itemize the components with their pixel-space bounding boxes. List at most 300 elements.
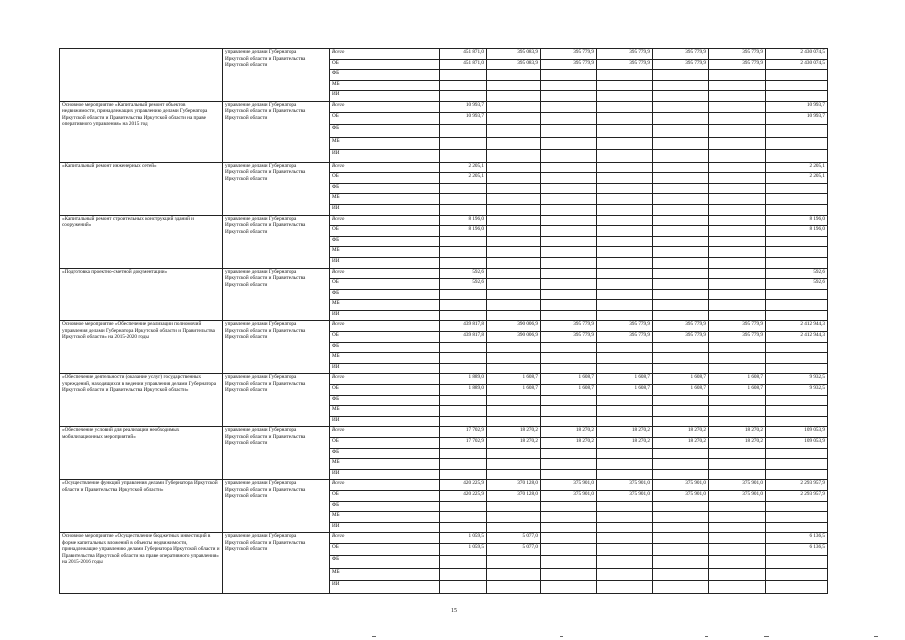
amount-cell (709, 501, 766, 512)
amount-cell: 1 059,5 (440, 543, 487, 556)
amount-cell (597, 300, 653, 311)
amount-cell (541, 268, 597, 279)
amount-cell: 1 608,7 (541, 374, 597, 385)
amount-cell: 439 817,8 (440, 332, 487, 343)
source-cell: МБ (330, 247, 440, 258)
amount-cell (766, 125, 828, 138)
amount-cell (487, 150, 541, 163)
measure-name-cell: «Обеспечение условий для реализации необходимых мобилизационных мероприятий» (60, 427, 223, 480)
amount-cell (709, 125, 766, 138)
amount-cell (709, 533, 766, 544)
executor-line: Иркутской области (225, 62, 268, 68)
amount-cell (440, 236, 487, 247)
amount-cell (487, 342, 541, 353)
amount-cell (597, 522, 653, 533)
amount-cell: 1 608,7 (709, 374, 766, 385)
amount-cell: 8 196,0 (766, 215, 828, 226)
amount-cell (653, 204, 709, 215)
amount-cell (541, 469, 597, 480)
amount-cell (709, 257, 766, 268)
amount-cell (487, 568, 541, 581)
amount-cell (653, 80, 709, 91)
amount-cell (487, 101, 541, 112)
amount-cell (597, 543, 653, 556)
measure-name-cell: Основное мероприятие «Капитальный ремонт объектов недвижимости, принадлежащих управлению делами Губернатора Иркутской области и Правительства Иркутской области на праве оперативного управления» на 2015 год (60, 101, 223, 162)
amount-cell (541, 543, 597, 556)
amount-cell: 395 779,9 (653, 49, 709, 60)
amount-cell (653, 522, 709, 533)
executor-line: Иркутской области и Правительства (225, 275, 306, 281)
amount-cell (597, 137, 653, 150)
amount-cell (653, 406, 709, 417)
source-cell: ОБ (330, 543, 440, 556)
source-cell: ФБ (330, 501, 440, 512)
amount-cell (766, 406, 828, 417)
amount-cell (709, 162, 766, 173)
amount-cell: 8 196,0 (440, 226, 487, 237)
amount-cell (653, 150, 709, 163)
amount-cell (541, 279, 597, 290)
amount-cell (766, 150, 828, 163)
amount-cell: 1 608,7 (597, 374, 653, 385)
amount-cell (487, 512, 541, 523)
table-row (60, 374, 828, 385)
amount-cell (766, 363, 828, 374)
amount-cell: 395 779,9 (653, 332, 709, 343)
executor-cell (223, 101, 330, 162)
source-cell: ОБ (330, 490, 440, 501)
amount-cell (487, 204, 541, 215)
amount-cell (487, 226, 541, 237)
amount-cell (541, 459, 597, 470)
measure-name-cell: «Обеспечение деятельности (оказание услуг) государственных учреждений, находящихся в ведении управления делами Губернатора Иркутской области и Правительства Иркутской области» (60, 374, 223, 427)
amount-cell: 592,6 (766, 268, 828, 279)
amount-cell (487, 416, 541, 427)
amount-cell (440, 125, 487, 138)
executor-line: Иркутской области (225, 440, 268, 447)
scan-artifact (560, 636, 563, 637)
measure-name-cell: «Подготовка проектно-сметной документации» (60, 268, 223, 321)
source-cell: ОБ (330, 385, 440, 396)
amount-cell (653, 137, 709, 150)
amount-cell (541, 416, 597, 427)
amount-cell (766, 342, 828, 353)
amount-cell (597, 125, 653, 138)
amount-cell (487, 501, 541, 512)
executor-line: Иркутской области (225, 546, 268, 553)
amount-cell (440, 448, 487, 459)
amount-cell (541, 215, 597, 226)
source-cell: Всего (330, 162, 440, 173)
amount-cell: 1 608,7 (541, 385, 597, 396)
source-cell: МБ (330, 568, 440, 581)
amount-cell: 375 901,0 (709, 480, 766, 491)
amount-cell (653, 581, 709, 594)
amount-cell (541, 406, 597, 417)
amount-cell: 451 871,0 (440, 49, 487, 60)
executor-line: Иркутской области и Правительства (225, 169, 306, 176)
amount-cell (597, 448, 653, 459)
amount-cell (541, 112, 597, 125)
amount-cell: 1 608,7 (487, 374, 541, 385)
source-cell: МБ (330, 406, 440, 417)
table-row (60, 268, 828, 279)
measure-name-cell (60, 49, 223, 102)
amount-cell (653, 91, 709, 102)
source-cell: МБ (330, 353, 440, 364)
source-cell: ФБ (330, 236, 440, 247)
amount-cell (597, 236, 653, 247)
amount-cell (487, 353, 541, 364)
amount-cell (487, 363, 541, 374)
amount-cell (597, 268, 653, 279)
amount-cell: 109 053,9 (766, 438, 828, 449)
amount-cell (440, 501, 487, 512)
amount-cell (653, 257, 709, 268)
source-cell: ИИ (330, 310, 440, 321)
amount-cell (487, 300, 541, 311)
amount-cell (597, 247, 653, 258)
amount-cell (487, 137, 541, 150)
executor-line: Иркутской области (225, 334, 268, 341)
amount-cell (653, 512, 709, 523)
amount-cell (440, 353, 487, 364)
source-cell: МБ (330, 194, 440, 205)
amount-cell (597, 581, 653, 594)
amount-cell: 395 779,9 (597, 321, 653, 332)
amount-cell (597, 416, 653, 427)
amount-cell (709, 173, 766, 184)
source-cell: Всего (330, 480, 440, 491)
executor-cell (223, 49, 330, 102)
amount-cell (440, 204, 487, 215)
table-row (60, 533, 828, 544)
amount-cell (541, 533, 597, 544)
amount-cell: 8 196,0 (440, 215, 487, 226)
table-row (60, 49, 828, 60)
amount-cell (597, 556, 653, 569)
amount-cell (541, 300, 597, 311)
measure-name-cell: «Капитальный ремонт инженерных сетей» (60, 162, 223, 215)
amount-cell: 592,6 (440, 279, 487, 290)
amount-cell (597, 194, 653, 205)
amount-cell (766, 568, 828, 581)
amount-cell (709, 247, 766, 258)
amount-cell: 439 817,8 (440, 321, 487, 332)
amount-cell (766, 501, 828, 512)
amount-cell (766, 70, 828, 81)
amount-cell (653, 342, 709, 353)
source-cell: ИИ (330, 91, 440, 102)
amount-cell (653, 226, 709, 237)
amount-cell (440, 556, 487, 569)
amount-cell (541, 183, 597, 194)
amount-cell (597, 150, 653, 163)
amount-cell (487, 80, 541, 91)
amount-cell: 18 270,2 (653, 438, 709, 449)
executor-line: Иркутской области (225, 228, 268, 235)
amount-cell (487, 125, 541, 138)
amount-cell (440, 300, 487, 311)
amount-cell (709, 300, 766, 311)
amount-cell (709, 543, 766, 556)
executor-line: Иркутской области и Правительства (225, 380, 306, 387)
amount-cell (440, 416, 487, 427)
amount-cell: 10 993,7 (766, 101, 828, 112)
amount-cell (487, 257, 541, 268)
amount-cell (766, 522, 828, 533)
amount-cell (487, 289, 541, 300)
amount-cell (597, 279, 653, 290)
amount-cell (440, 363, 487, 374)
amount-cell (440, 459, 487, 470)
amount-cell (653, 247, 709, 258)
executor-cell (223, 321, 330, 374)
amount-cell (597, 80, 653, 91)
source-cell: ОБ (330, 279, 440, 290)
amount-cell (597, 469, 653, 480)
amount-cell: 375 901,0 (653, 490, 709, 501)
scan-artifact (874, 636, 878, 637)
amount-cell (653, 533, 709, 544)
amount-cell (597, 459, 653, 470)
amount-cell: 1 608,7 (653, 374, 709, 385)
amount-cell (541, 448, 597, 459)
amount-cell (541, 101, 597, 112)
executor-line: Иркутской области и Правительства (225, 433, 306, 440)
source-cell: ФБ (330, 70, 440, 81)
amount-cell: 390 006,9 (487, 321, 541, 332)
amount-cell: 18 270,2 (487, 438, 541, 449)
executor-line: управление делами Губернатора (225, 215, 297, 222)
amount-cell (487, 279, 541, 290)
measure-name-cell: Основное мероприятие «Осуществление бюджетных инвестиций в форме капитальных вложений в объекты недвижимости, принадлежащие управлению делами Губернатора Иркутской области и Правительства Иркутской области на праве оперативного управления» на 2015-2016 годы (60, 533, 223, 594)
amount-cell (541, 70, 597, 81)
executor-line: Иркутской области и Правительства (225, 486, 306, 493)
amount-cell (653, 556, 709, 569)
amount-cell (487, 173, 541, 184)
amount-cell: 395 779,9 (541, 321, 597, 332)
source-cell: ФБ (330, 556, 440, 569)
amount-cell (541, 363, 597, 374)
amount-cell (653, 395, 709, 406)
amount-cell (541, 568, 597, 581)
amount-cell (541, 289, 597, 300)
amount-cell (541, 581, 597, 594)
executor-line: Иркутской области (225, 387, 268, 394)
amount-cell (766, 137, 828, 150)
table-row (60, 480, 828, 491)
executor-line: Иркутской области и Правительства (225, 327, 306, 334)
amount-cell: 395 779,9 (709, 321, 766, 332)
amount-cell (653, 183, 709, 194)
amount-cell: 375 901,0 (709, 490, 766, 501)
amount-cell (440, 522, 487, 533)
executor-line: управление делами Губернатора (225, 268, 297, 275)
amount-cell (440, 342, 487, 353)
amount-cell (653, 162, 709, 173)
amount-cell (440, 310, 487, 321)
amount-cell (709, 310, 766, 321)
amount-cell (766, 300, 828, 311)
amount-cell (709, 70, 766, 81)
amount-cell: 2 430 074,5 (766, 59, 828, 70)
amount-cell: 8 196,0 (766, 226, 828, 237)
amount-cell (709, 137, 766, 150)
amount-cell: 1 608,7 (709, 385, 766, 396)
amount-cell: 10 993,7 (766, 112, 828, 125)
executor-line: Иркутской области (225, 493, 268, 500)
amount-cell: 2 205,1 (766, 162, 828, 173)
amount-cell: 395 779,9 (653, 59, 709, 70)
executor-line: управление делами Губернатора (225, 374, 297, 381)
measure-name-cell: «Капитальный ремонт строительных конструкций зданий и сооружений» (60, 215, 223, 268)
amount-cell (440, 257, 487, 268)
source-cell: Всего (330, 101, 440, 112)
amount-cell (766, 194, 828, 205)
amount-cell (487, 581, 541, 594)
amount-cell (766, 416, 828, 427)
amount-cell (709, 416, 766, 427)
amount-cell: 420 225,9 (440, 480, 487, 491)
amount-cell (487, 395, 541, 406)
amount-cell (709, 395, 766, 406)
source-cell: Всего (330, 49, 440, 60)
amount-cell (487, 459, 541, 470)
amount-cell (541, 236, 597, 247)
amount-cell: 395 083,9 (487, 59, 541, 70)
amount-cell: 390 006,9 (487, 332, 541, 343)
measure-name-cell: «Осуществление функций управления делами Губернатора Иркутской области и Правительства Иркутской области» (60, 480, 223, 533)
executor-cell (223, 162, 330, 215)
amount-cell (709, 194, 766, 205)
source-cell: ОБ (330, 112, 440, 125)
scan-artifact (372, 636, 376, 637)
amount-cell (766, 556, 828, 569)
source-cell: ФБ (330, 125, 440, 138)
executor-cell (223, 480, 330, 533)
source-cell: ИИ (330, 204, 440, 215)
amount-cell (597, 512, 653, 523)
amount-cell (541, 226, 597, 237)
amount-cell (440, 581, 487, 594)
amount-cell (541, 173, 597, 184)
amount-cell (709, 289, 766, 300)
amount-cell (709, 363, 766, 374)
amount-cell (766, 257, 828, 268)
amount-cell (487, 194, 541, 205)
amount-cell (709, 80, 766, 91)
executor-line: управление делами Губернатора (225, 321, 297, 328)
amount-cell (440, 137, 487, 150)
amount-cell: 6 136,5 (766, 543, 828, 556)
amount-cell (653, 363, 709, 374)
amount-cell (597, 183, 653, 194)
amount-cell: 395 779,9 (541, 332, 597, 343)
amount-cell (709, 512, 766, 523)
amount-cell (709, 406, 766, 417)
amount-cell: 395 083,9 (487, 49, 541, 60)
source-cell: ИИ (330, 522, 440, 533)
source-cell: МБ (330, 80, 440, 91)
source-cell: ИИ (330, 581, 440, 594)
amount-cell (709, 268, 766, 279)
executor-line: управление делами Губернатора (225, 101, 297, 108)
scan-artifact (705, 636, 708, 637)
source-cell: Всего (330, 268, 440, 279)
source-cell: Всего (330, 215, 440, 226)
source-cell: ФБ (330, 289, 440, 300)
amount-cell: 395 779,9 (709, 59, 766, 70)
executor-cell (223, 215, 330, 268)
amount-cell (653, 300, 709, 311)
amount-cell (766, 247, 828, 258)
amount-cell (766, 395, 828, 406)
page-number: 15 (451, 608, 457, 614)
amount-cell (597, 353, 653, 364)
amount-cell: 420 225,9 (440, 490, 487, 501)
amount-cell (541, 91, 597, 102)
executor-line: Иркутской области (225, 114, 268, 121)
amount-cell (653, 568, 709, 581)
source-cell: ОБ (330, 173, 440, 184)
amount-cell (766, 459, 828, 470)
amount-cell (766, 80, 828, 91)
amount-cell (709, 215, 766, 226)
amount-cell (766, 183, 828, 194)
source-cell: ФБ (330, 395, 440, 406)
amount-cell (709, 469, 766, 480)
amount-cell (541, 125, 597, 138)
amount-cell (487, 406, 541, 417)
amount-cell (653, 416, 709, 427)
amount-cell (597, 91, 653, 102)
amount-cell: 395 779,9 (597, 332, 653, 343)
amount-cell: 17 702,9 (440, 427, 487, 438)
executor-line: управление делами Губернатора (225, 427, 297, 434)
amount-cell (487, 310, 541, 321)
source-cell: ИИ (330, 363, 440, 374)
amount-cell (709, 448, 766, 459)
amount-cell: 395 779,9 (653, 321, 709, 332)
amount-cell (541, 162, 597, 173)
executor-cell (223, 374, 330, 427)
amount-cell (440, 183, 487, 194)
amount-cell (597, 568, 653, 581)
amount-cell: 375 901,0 (597, 490, 653, 501)
amount-cell (597, 215, 653, 226)
amount-cell (653, 70, 709, 81)
amount-cell (653, 125, 709, 138)
amount-cell (709, 204, 766, 215)
amount-cell (440, 91, 487, 102)
source-cell: ОБ (330, 438, 440, 449)
amount-cell (597, 342, 653, 353)
amount-cell (541, 501, 597, 512)
source-cell: ФБ (330, 448, 440, 459)
amount-cell: 1 889,0 (440, 385, 487, 396)
executor-line: Иркутской области (225, 281, 268, 288)
amount-cell (766, 91, 828, 102)
source-cell: ИИ (330, 150, 440, 163)
amount-cell (541, 137, 597, 150)
amount-cell (709, 279, 766, 290)
amount-cell: 5 077,0 (487, 543, 541, 556)
amount-cell (597, 162, 653, 173)
amount-cell (709, 226, 766, 237)
amount-cell (597, 310, 653, 321)
amount-cell (653, 353, 709, 364)
